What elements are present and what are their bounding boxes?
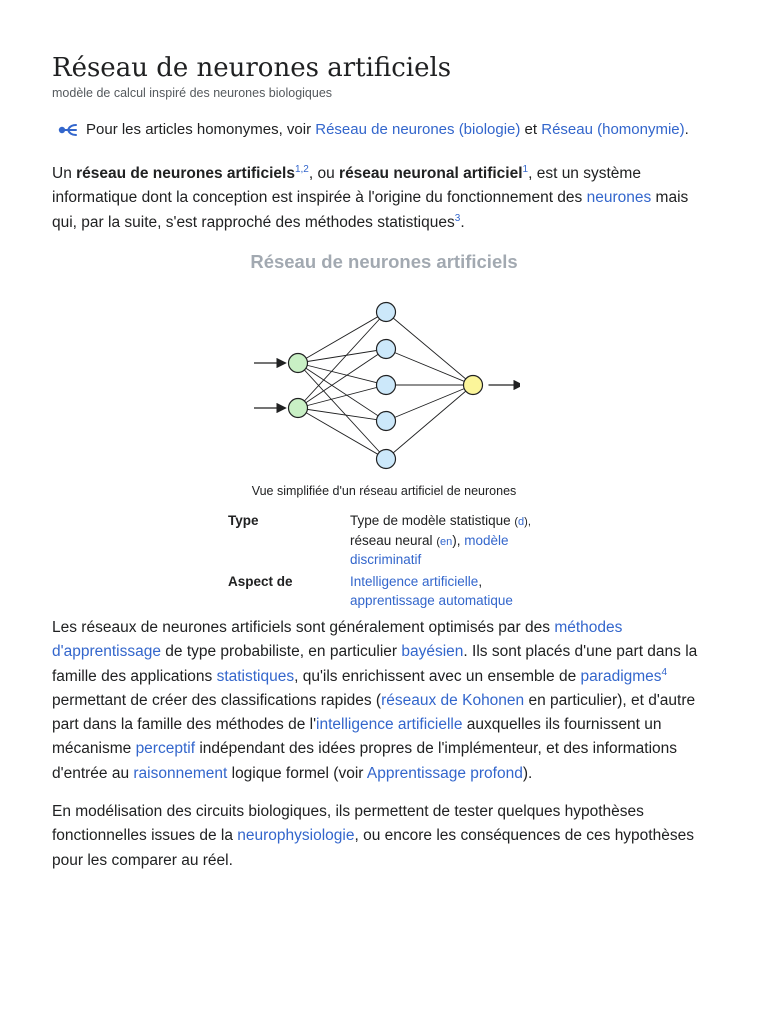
connection-line xyxy=(298,312,386,408)
infobox-label-type: Type xyxy=(228,513,259,528)
connection-line xyxy=(298,408,386,421)
link-perceptif[interactable]: perceptif xyxy=(135,740,196,758)
hidden-neuron-3 xyxy=(377,376,396,395)
link-methodes-apprentissage[interactable]: méthodes d'apprentissage xyxy=(52,619,623,661)
connection-line xyxy=(298,408,386,459)
hidden-neuron-5 xyxy=(377,450,396,469)
ref-3[interactable]: 3 xyxy=(454,212,461,224)
connection-line xyxy=(386,312,473,385)
hatnote xyxy=(58,120,689,140)
connection-line xyxy=(298,363,386,421)
wikidata-link[interactable]: d xyxy=(518,516,525,528)
infobox-value-type: Type de modèle statistique (d), réseau neural (en), modèle discriminatif xyxy=(350,513,531,567)
input-neuron-2 xyxy=(289,399,308,418)
link-modele-discriminatif[interactable]: modèle discriminatif xyxy=(350,532,509,567)
infobox-caption: Vue simplifiée d'un réseau artificiel de neurones xyxy=(251,484,517,498)
connection-line xyxy=(386,385,473,421)
bold-term-reseau-neurones: réseau de neurones artificiels xyxy=(76,165,295,182)
body-paragraph-1: Les réseaux de neurones artificiels sont généralement optimisés par des méthodes d'apprentissage de type probabiliste, en particulier bayésien. Ils sont placés d'une part dans la famille des applications statistiques, qu'ils enrichissent avec un ensemble de paradigmes$^4$ permettant de créer des classifications rapides (réseaux de Kohonen en particulier), et d'autre part dans la famille des méthodes de l'intelligence artificielle auxquelles ils fournissent un mécanisme perceptif indépendant des idées propres de l'implémenteur, et des informations d'entrée au raisonnement logique formel (voir Apprentissage profond). xyxy=(52,619,698,782)
hidden-neuron-2 xyxy=(377,340,396,359)
link-bayesien[interactable]: bayésien xyxy=(401,643,464,661)
link-reseaux-kohonen[interactable]: réseaux de Kohonen xyxy=(381,691,525,709)
connection-line xyxy=(298,385,386,408)
hidden-neuron-1 xyxy=(377,303,396,322)
connection-line xyxy=(298,363,386,459)
link-intelligence-artificielle-body[interactable]: intelligence artificielle xyxy=(316,716,463,734)
connection-line xyxy=(298,349,386,363)
infobox-value-aspect: Intelligence artificielle, apprentissage automatique xyxy=(350,574,513,608)
ref-1-2[interactable]: 1,2 xyxy=(294,163,309,175)
hidden-neuron-4 xyxy=(377,412,396,431)
ref-1[interactable]: 1 xyxy=(522,163,529,175)
link-reseau-biologie[interactable]: Réseau de neurones (biologie) xyxy=(315,121,521,138)
link-neurophysiologie[interactable]: neurophysiologie xyxy=(237,827,355,845)
link-apprentissage-profond[interactable]: Apprentissage profond xyxy=(366,764,523,782)
neural-network-diagram xyxy=(250,298,520,476)
connection-line xyxy=(298,363,386,385)
body-paragraph-2: En modélisation des circuits biologiques, ils permettent de tester quelques hypothèses fonctionnelles issues de la neurophysiologie, ou encore les conséquences de ces hypothèses pour les comparer au réel. xyxy=(52,803,694,869)
link-neurones[interactable]: neurones xyxy=(586,189,652,207)
connection-line xyxy=(386,385,473,459)
link-apprentissage-automatique[interactable]: apprentissage automatique xyxy=(350,592,513,608)
link-intelligence-artificielle[interactable]: Intelligence artificielle xyxy=(350,574,479,589)
connection-line xyxy=(298,312,386,363)
output-neuron xyxy=(464,376,483,395)
link-paradigmes[interactable]: paradigmes xyxy=(580,667,662,685)
infobox-label-aspect: Aspect de xyxy=(228,574,293,589)
english-wiki-link[interactable]: en xyxy=(439,535,453,548)
page-title: Réseau de neurones artificiels xyxy=(52,53,452,83)
input-neuron-1 xyxy=(289,354,308,373)
ref-4[interactable]: 4 xyxy=(661,666,668,678)
infobox-title: Réseau de neurones artificiels xyxy=(250,251,518,272)
link-reseau-homonymie[interactable]: Réseau (homonymie) xyxy=(541,121,685,138)
hatnote-text: Pour les articles homonymes, voir Réseau de neurones (biologie) et Réseau (homonymie). xyxy=(86,121,689,138)
page-subtitle: modèle de calcul inspiré des neurones biologiques xyxy=(52,86,333,100)
link-raisonnement[interactable]: raisonnement xyxy=(133,764,228,782)
bold-term-reseau-neuronal: réseau neuronal artificiel xyxy=(339,165,523,182)
connection-line xyxy=(386,349,473,385)
disambiguation-icon xyxy=(58,122,78,138)
intro-paragraph: Un réseau de neurones artificiels$^{1,2}$, ou réseau neuronal artificiel$^1$, est un système informatique dont la conception est inspirée à l'origine du fonctionnement des neurones mais qui, par la suite, s'est rapproché des méthodes statistiques$^3$. xyxy=(52,163,689,231)
link-statistiques[interactable]: statistiques xyxy=(216,667,295,685)
connection-line xyxy=(298,349,386,408)
